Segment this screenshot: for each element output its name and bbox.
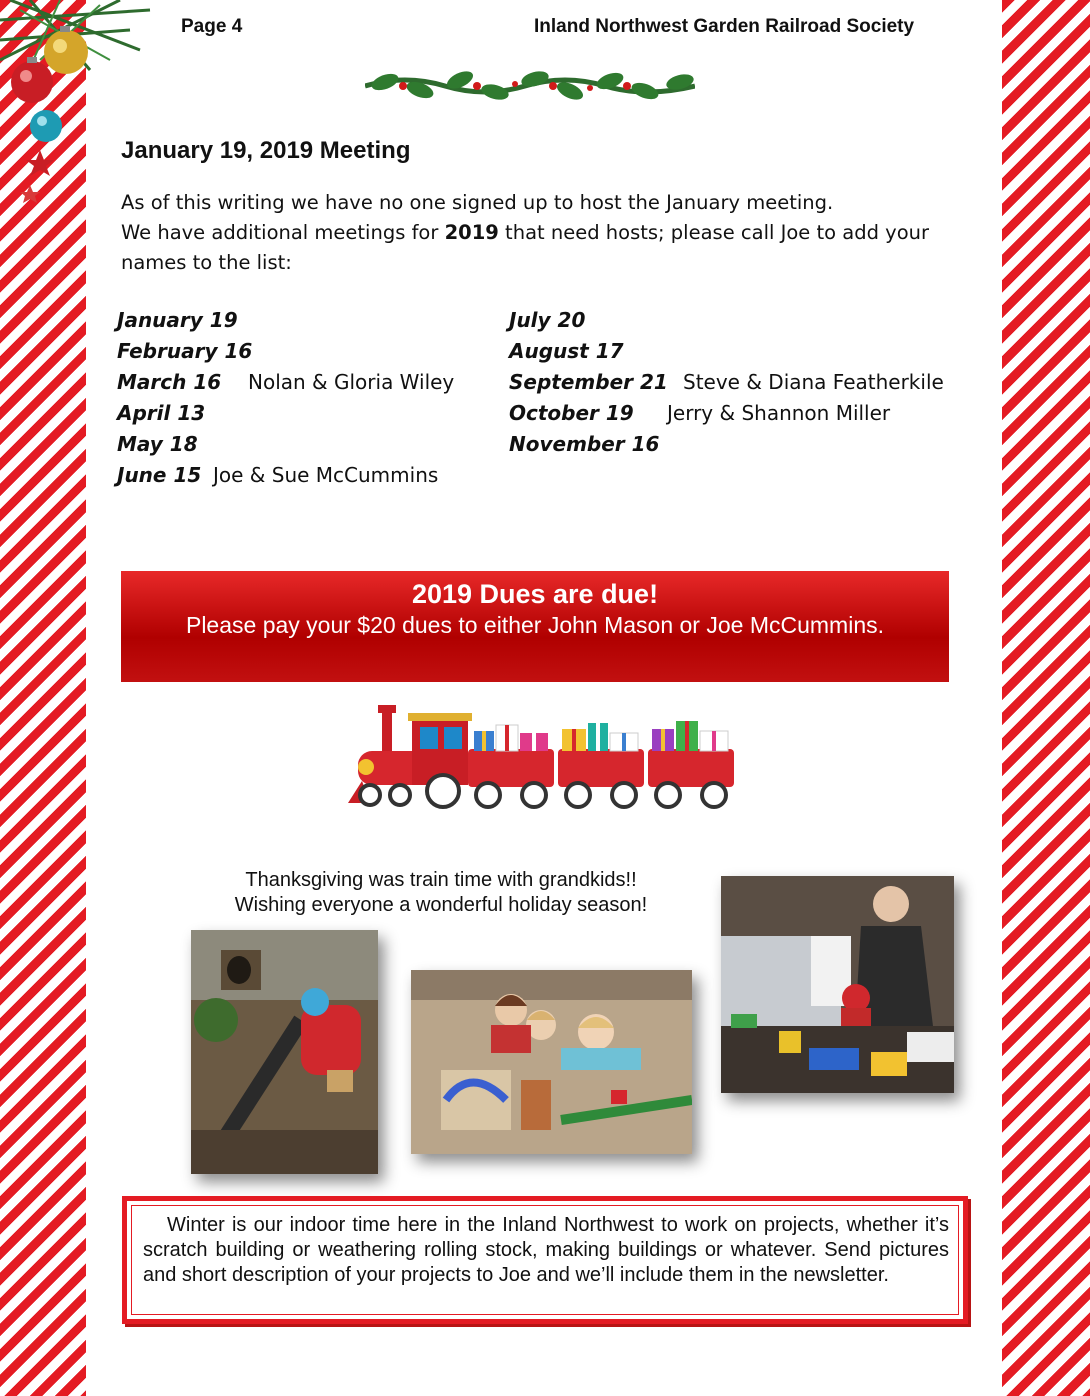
intro-line-1: As of this writing we have no one signed up to host the January meeting. [121,191,834,214]
schedule-row [509,367,959,398]
meeting-intro [121,188,941,278]
photo-caption [191,868,691,918]
intro-line-2-end: that need hosts; please call Joe to add your names to the list: [121,221,930,274]
schedule-host: Steve & Diana Featherkile [683,370,944,394]
schedule-month: August 17 [509,339,624,363]
winter-projects-note [122,1196,968,1324]
schedule-month: July 20 [509,308,586,332]
schedule-month: May 18 [117,432,198,456]
intro-year: 2019 [444,221,499,244]
schedule-month: February 16 [117,339,253,363]
schedule-month: January 19 [117,308,238,332]
meeting-title: January 19, 2019 Meeting [121,137,411,164]
schedule-host: Joe & Sue McCummins [213,463,439,487]
gift-train-illustration [348,695,740,813]
schedule-host: Jerry & Shannon Miller [667,401,891,425]
dues-text: Please pay your $20 dues to either John Mason or Joe McCummins. [185,612,885,638]
caption-line-2: Wishing everyone a wonderful holiday season! [234,894,648,916]
holly-garland-decoration [365,64,695,106]
winter-note-text: Winter is our indoor time here in the Inland Northwest to work on projects, whether it’s scratch building or weathering rolling stock, making buildings or whatever. Send pictures and short description of your projects to Joe and we’ll include them in the newsletter. [143,1214,949,1286]
schedule-month: October 19 [509,401,634,425]
intro-line-2-start: We have additional meetings for [121,221,445,244]
intro-line-2 [121,218,941,278]
caption-line-1: Thanksgiving was train time with grandkids!! [245,869,637,891]
schedule-row [509,305,959,336]
schedule-row [117,429,497,460]
right-candy-cane-border [1002,0,1090,1396]
photo-garden-railway [191,930,378,1174]
photo-grandpa-with-kid [721,876,954,1093]
organization-name: Inland Northwest Garden Railroad Society [534,16,915,37]
schedule-right-column [509,305,959,460]
schedule-month: March 16 [117,370,222,394]
schedule-row [509,336,959,367]
schedule-row [509,429,959,460]
schedule-left-column [117,305,497,491]
dues-banner [121,571,949,682]
schedule-row [117,398,497,429]
schedule-row [117,336,497,367]
page-number: Page 4 [181,16,243,37]
schedule-row [117,367,497,398]
photo-kids-with-train-set [411,970,692,1154]
dues-title: 2019 Dues are due! [411,579,659,609]
schedule-row [117,460,497,491]
schedule-month: June 15 [117,463,202,487]
schedule-month: April 13 [117,401,206,425]
schedule-month: November 16 [509,432,660,456]
schedule-row [117,305,497,336]
schedule-host: Nolan & Gloria Wiley [248,370,455,394]
schedule-month: September 21 [509,370,668,394]
schedule-row [509,398,959,429]
